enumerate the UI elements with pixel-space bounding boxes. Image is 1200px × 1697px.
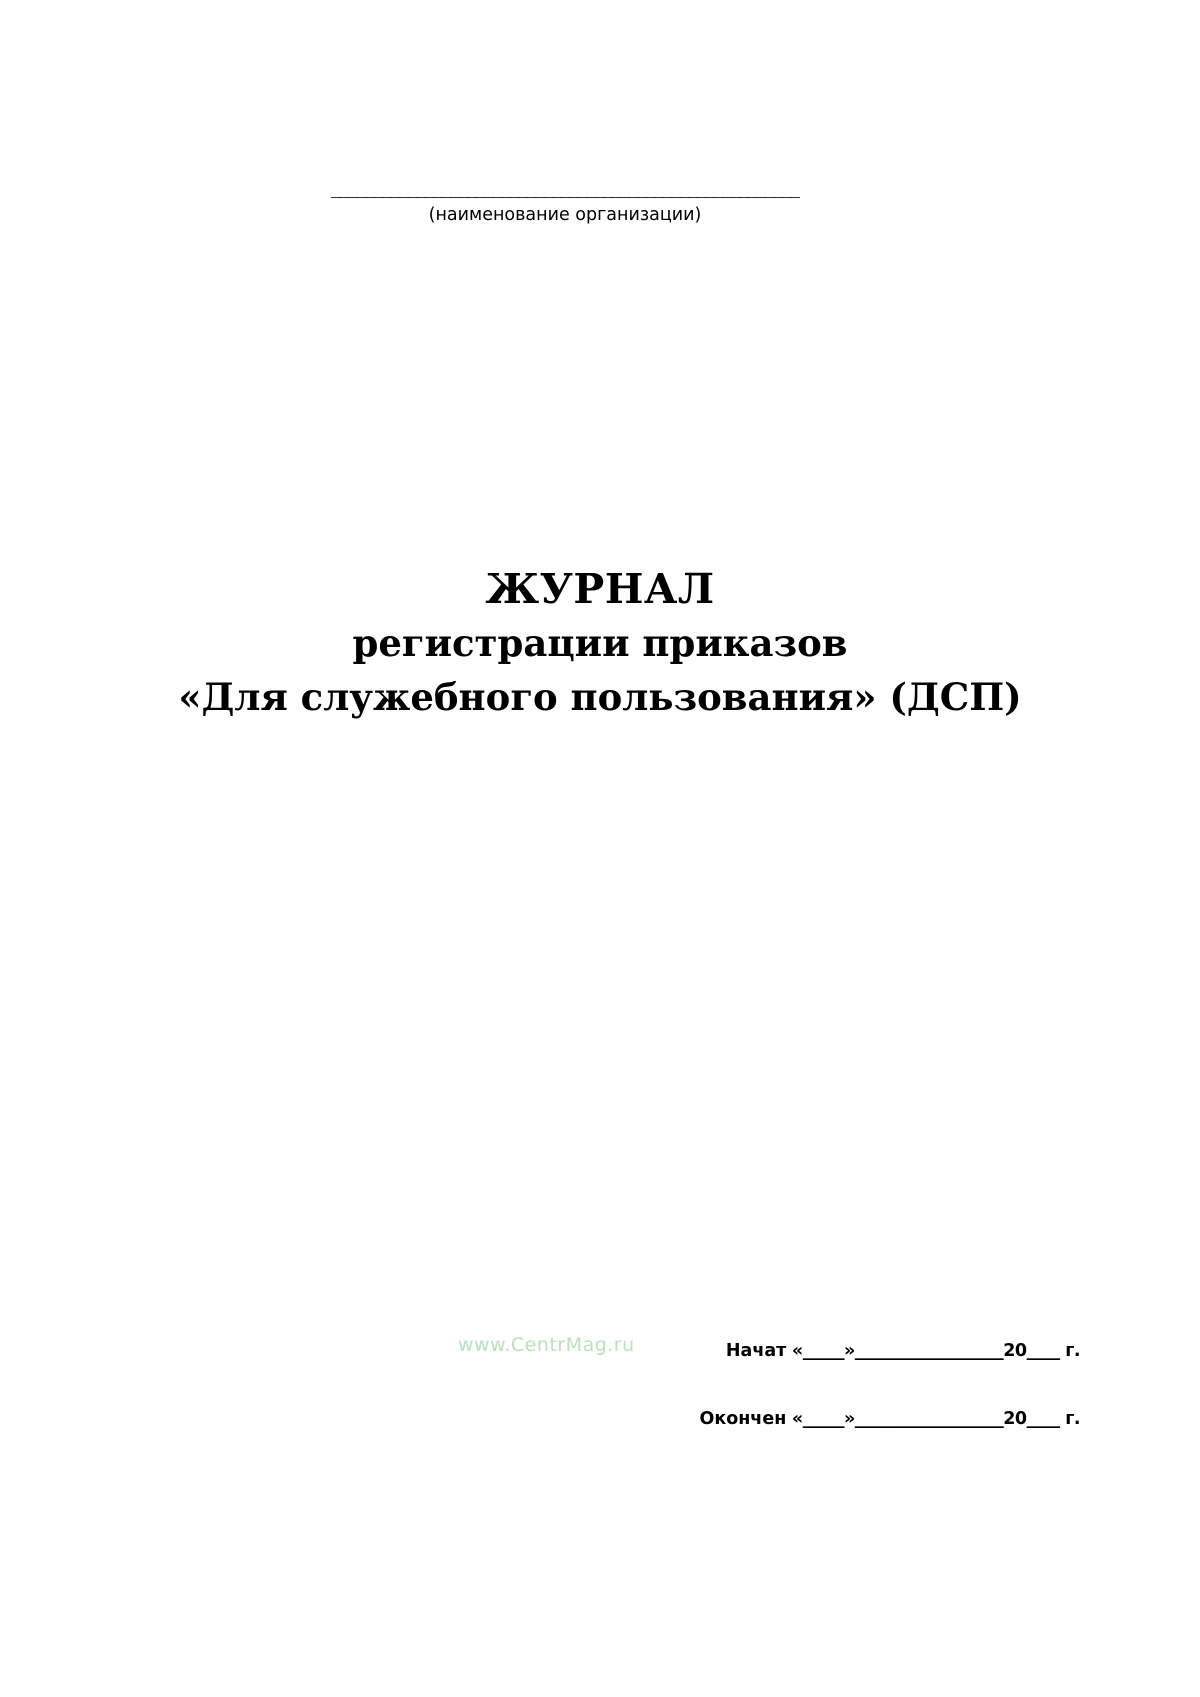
finished-label: Окончен	[699, 1409, 787, 1429]
title-line-journal: ЖУРНАЛ	[485, 565, 715, 613]
started-row	[560, 1336, 1080, 1366]
started-year-prefix: 20	[1003, 1341, 1027, 1361]
started-year-suffix: г.	[1065, 1341, 1080, 1361]
started-month-blank[interactable]: __________________	[854, 1341, 1004, 1361]
footer-dates	[560, 1336, 1080, 1434]
organization-caption: (наименование организации)	[428, 205, 702, 225]
started-day-blank[interactable]: _____	[802, 1341, 844, 1361]
finished-day-blank[interactable]: _____	[802, 1409, 844, 1429]
organization-name-blank-line: _______________________________________________________	[331, 178, 799, 198]
started-year-blank[interactable]: ____	[1026, 1341, 1060, 1361]
title-line-dsp: «Для служебного пользования» (ДСП)	[178, 675, 1022, 719]
title-line-registration: регистрации приказов	[352, 621, 848, 665]
watermark-text: www.CentrMag.ru	[458, 1334, 635, 1356]
finished-row	[560, 1404, 1080, 1434]
started-label: Начат	[725, 1341, 787, 1361]
finished-quote-open: «	[791, 1409, 803, 1429]
started-quote-close: »	[843, 1341, 855, 1361]
finished-year-suffix: г.	[1065, 1409, 1080, 1429]
finished-year-blank[interactable]: ____	[1026, 1409, 1060, 1429]
organization-header	[225, 178, 905, 226]
finished-year-prefix: 20	[1003, 1409, 1027, 1429]
started-quote-open: «	[791, 1341, 803, 1361]
page-title	[100, 563, 1100, 723]
finished-quote-close: »	[843, 1409, 855, 1429]
finished-month-blank[interactable]: __________________	[854, 1409, 1004, 1429]
